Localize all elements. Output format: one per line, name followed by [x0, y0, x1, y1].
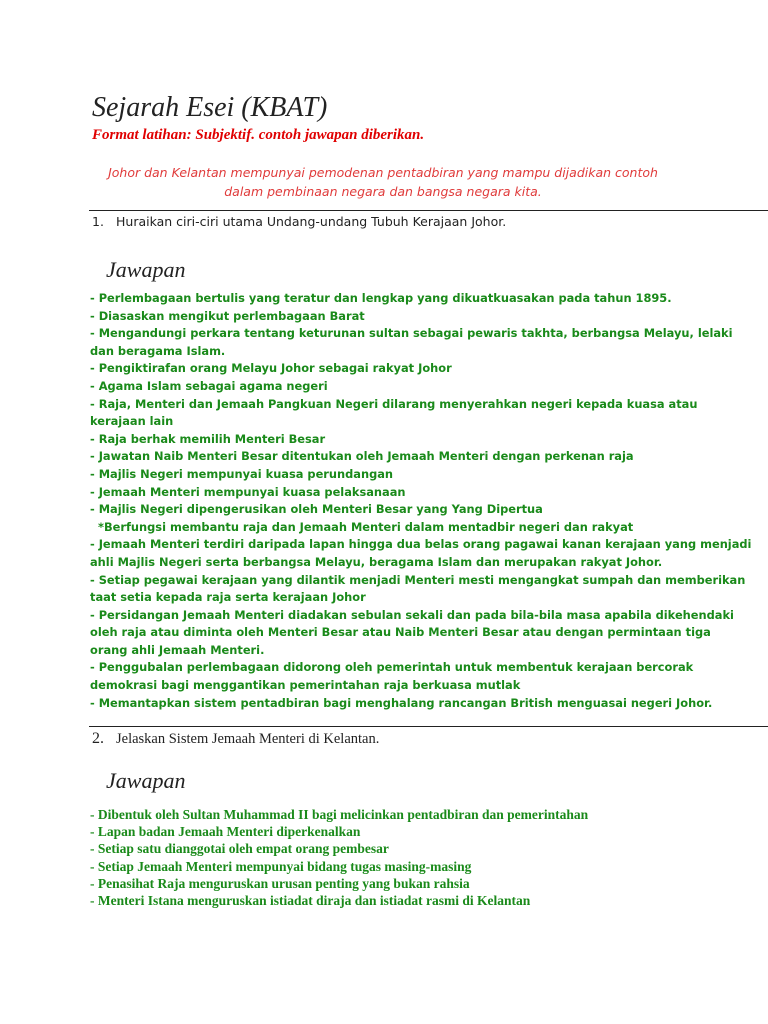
- answer-line: dan beragama Islam.: [90, 343, 226, 358]
- answer-line: - Raja, Menteri dan Jemaah Pangkuan Negeri dilarang menyerahkan negeri kepada kuasa atau: [90, 396, 698, 411]
- answer-line: - Diasaskan mengikut perlembagaan Barat: [90, 308, 365, 323]
- answer-line: - Setiap Jemaah Menteri mempunyai bidang tugas masing-masing: [90, 858, 472, 874]
- question-1: [92, 213, 506, 231]
- answer-line: - Jawatan Naib Menteri Besar ditentukan oleh Jemaah Menteri dengan perkenan raja: [90, 449, 634, 464]
- question-text: Jelaskan Sistem Jemaah Menteri di Kelantan.: [116, 731, 380, 747]
- answer-list-2: [90, 806, 588, 909]
- answer-line: - Jemaah Menteri mempunyai kuasa pelaksanaan: [90, 484, 406, 499]
- answer-line: - Penasihat Raja menguruskan urusan penting yang bukan rahsia: [90, 875, 470, 891]
- answer-line: - Persidangan Jemaah Menteri diadakan sebulan sekali dan pada bila-bila masa apabila dikehendaki: [90, 607, 734, 622]
- page-title: Sejarah Esei (KBAT): [92, 92, 328, 123]
- answer-line: *Berfungsi membantu raja dan Jemaah Menteri dalam mentadbir negeri dan rakyat: [98, 519, 634, 534]
- answer-line: - Menteri Istana menguruskan istiadat diraja dan istiadat rasmi di Kelantan: [90, 893, 531, 909]
- answer-line: - Majlis Negeri dipengerusikan oleh Menteri Besar yang Yang Dipertua: [90, 502, 543, 517]
- answer-line: - Mengandungi perkara tentang keturunan sultan sebagai pewaris takhta, berbangsa Melayu, lelaki: [90, 326, 733, 341]
- answer-line: - Perlembagaan bertulis yang teratur dan lengkap yang dikuatkuasakan pada tahun 1895.: [90, 291, 672, 305]
- answer-line: - Raja berhak memilih Menteri Besar: [90, 431, 326, 446]
- answer-line: kerajaan lain: [90, 414, 174, 429]
- answer-line: oleh raja atau diminta oleh Menteri Besar atau Naib Menteri Besar atau dengan permintaan tiga: [90, 625, 711, 640]
- answer-line: - Pengiktirafan orang Melayu Johor sebagai rakyat Johor: [90, 361, 452, 376]
- intro-line: Johor dan Kelantan mempunyai pemodenan pentadbiran yang mampu dijadikan contoh: [108, 165, 658, 180]
- answer-line: - Majlis Negeri mempunyai kuasa perundangan: [90, 466, 394, 481]
- answer-line: - Setiap satu dianggotai oleh empat orang pembesar: [90, 841, 389, 857]
- question-number: 1.: [92, 214, 104, 229]
- answer-line: ahli Majlis Negeri serta berbangsa Melayu, beragama Islam dan merupakan rakyat Johor.: [90, 554, 663, 569]
- answer-line: - Setiap pegawai kerajaan yang dilantik menjadi Menteri mesti mengangkat sumpah dan memberikan: [90, 572, 746, 587]
- answer-line: - Dibentuk oleh Sultan Muhammad II bagi melicinkan pentadbiran dan pemerintahan: [90, 807, 589, 822]
- question-text: Huraikan ciri-ciri utama Undang-undang Tubuh Kerajaan Johor.: [116, 214, 507, 229]
- answer-line: - Memantapkan sistem pentadbiran bagi menghalang rancangan British menguasai negeri Johor.: [90, 695, 713, 710]
- answer-heading: Jawapan: [106, 257, 186, 282]
- answer-line: - Lapan badan Jemaah Menteri diperkenalkan: [90, 824, 361, 840]
- intro-statement: [92, 163, 674, 201]
- answer-line: - Jemaah Menteri terdiri daripada lapan hingga dua belas orang pagawai kanan kerajaan yang menjadi: [90, 537, 752, 552]
- format-note: Format latihan: Subjektif. contoh jawapan diberikan.: [92, 127, 425, 143]
- answer-heading: Jawapan: [106, 768, 186, 793]
- answer-list-1: [90, 290, 751, 712]
- answer-line: taat setia kepada raja serta kerajaan Johor: [90, 590, 366, 605]
- divider-line: [89, 210, 768, 211]
- divider-line: [89, 726, 768, 727]
- answer-line: orang ahli Jemaah Menteri.: [90, 642, 265, 657]
- question-number: 2.: [92, 730, 104, 747]
- answer-line: - Agama Islam sebagai agama negeri: [90, 378, 328, 393]
- answer-line: - Penggubalan perlembagaan didorong oleh pemerintah untuk membentuk kerajaan bercorak: [90, 660, 694, 675]
- intro-line: dalam pembinaan negara dan bangsa negara kita.: [224, 184, 542, 199]
- answer-line: demokrasi bagi menggantikan pemerintahan raja berkuasa mutlak: [90, 678, 521, 693]
- question-2: [92, 730, 379, 748]
